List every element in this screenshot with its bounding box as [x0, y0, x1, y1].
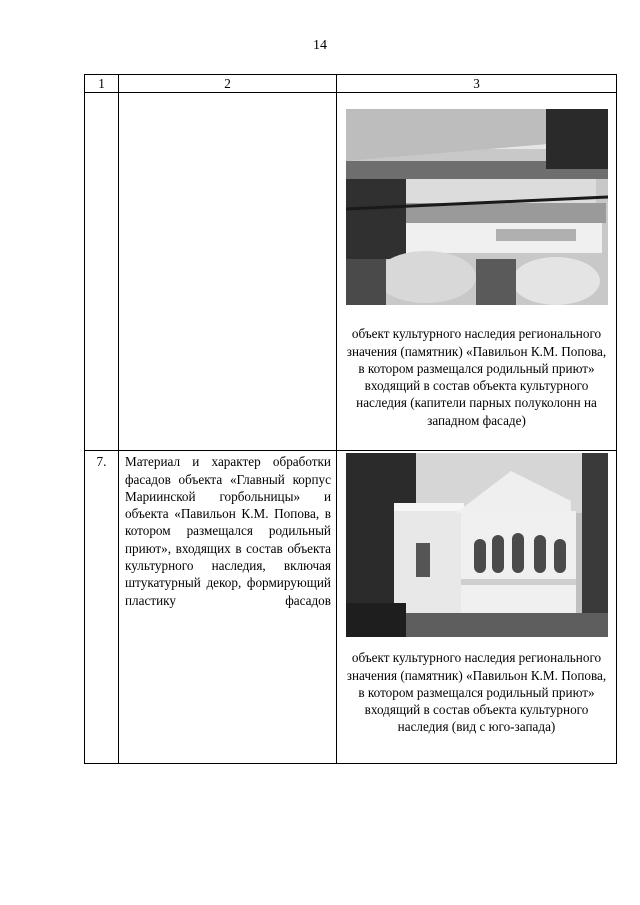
- table-row: [85, 451, 617, 764]
- photo-cell: [337, 93, 617, 451]
- header-cell-1: 1: [85, 75, 119, 93]
- table-header-row: [85, 75, 617, 93]
- photo-cell: [337, 451, 617, 764]
- row-description: [119, 93, 337, 451]
- photo-caption: объект культурного наследия регионального значения (памятник) «Павильон К.М. Попова, в котором размещался родильный приют» входящий в состав объекта культурного наследия (капители парных полуколонн на западном фасаде): [346, 326, 607, 428]
- header-cell-3: 3: [337, 75, 617, 93]
- table-row: [85, 93, 617, 451]
- row-number: [85, 93, 119, 451]
- page-number: 14: [313, 38, 327, 53]
- photo-capitals-paired-half-columns-icon: [346, 109, 608, 305]
- row-description: Материал и характер обработки фасадов объекта «Главный корпус Мариинской горбольницы» и объекта «Павильон К.М. Попова, в котором размещался родильный приют», входящих в состав объекта культурного наследия, включая штукатурный декор, формирующий пластику фасадов: [119, 451, 337, 764]
- document-table: [84, 74, 617, 764]
- photo-pavilion-south-west-view-icon: [346, 453, 608, 637]
- header-cell-2: 2: [119, 75, 337, 93]
- photo-caption: объект культурного наследия регионального значения (памятник) «Павильон К.М. Попова, в котором размещался родильный приют» входящий в состав объекта культурного наследия (вид с юго-запада): [346, 650, 607, 735]
- row-number: 7.: [85, 451, 119, 764]
